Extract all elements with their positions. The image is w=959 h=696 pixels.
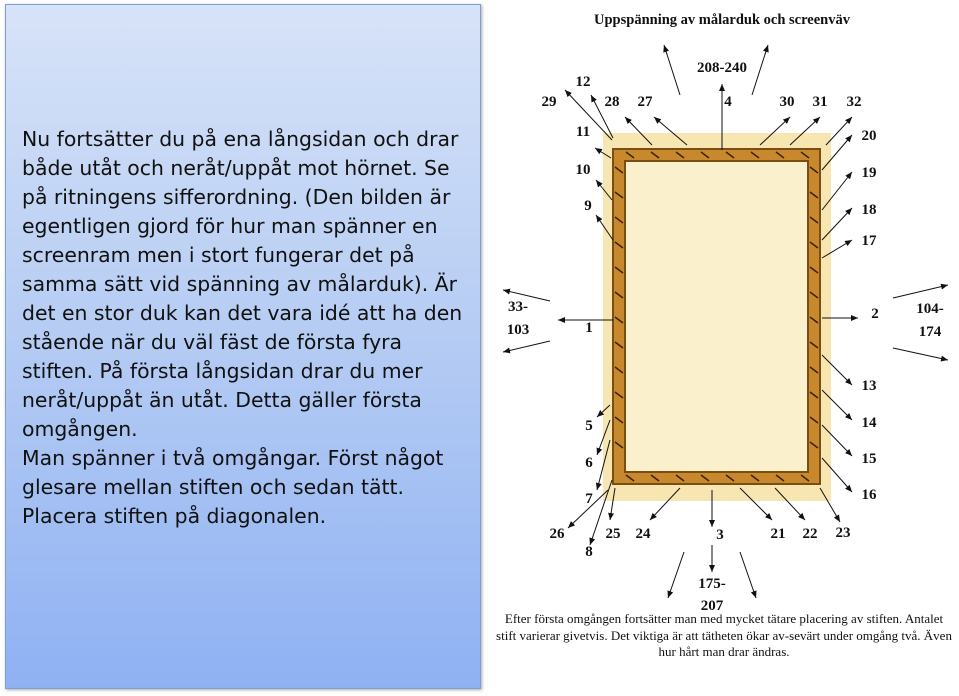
label-24: 24 xyxy=(635,526,651,542)
pull-arrow xyxy=(740,552,756,598)
label-21: 21 xyxy=(770,526,786,542)
label-27: 27 xyxy=(637,94,653,110)
label-3: 3 xyxy=(716,527,724,543)
pull-arrow xyxy=(893,348,948,360)
label-right-range-2: 174 xyxy=(918,324,942,340)
label-10: 10 xyxy=(575,162,591,178)
label-26: 26 xyxy=(549,526,565,542)
label-32: 32 xyxy=(846,94,862,110)
label-17: 17 xyxy=(861,233,877,249)
pull-arrow xyxy=(664,45,680,95)
label-right-range-1: 104- xyxy=(916,301,944,317)
label-2: 2 xyxy=(871,306,879,322)
instruction-text: Nu fortsätter du på ena långsidan och drar både utåt och neråt/uppåt mot hörnet. Se på ritningens sifferordning. (Den bilden är egentligen gjord för hur man spänner en screenram men i stort fungerar det på samma sätt vid spänning av målarduk). Är det en stor duk kan det vara idé att ha den stående när du väl fäst de första fyra stiften. På första långsidan drar du mer neråt/uppåt än utåt. Detta gäller första omgången. Man spänner i två omgångar. Först något glesare mellan stiften och sedan tätt. Placera stiften på diagonalen. xyxy=(22,127,463,528)
pull-arrow xyxy=(893,285,948,298)
diagram-title: Uppspänning av målarduk och screenväv xyxy=(594,12,850,28)
label-30: 30 xyxy=(779,94,795,110)
label-20: 20 xyxy=(861,128,877,144)
label-28: 28 xyxy=(604,94,620,110)
pull-arrow xyxy=(752,45,768,95)
diagram-caption: Efter första omgången fortsätter man med mycket tätare placering av stiften. Antalet stift varierar givetvis. Det viktiga är att tätheten ökar av-sevärt under omgång två. Även hur hårt man drar ändras. xyxy=(496,611,952,659)
label-9: 9 xyxy=(584,198,592,214)
frame-inner-area xyxy=(625,161,808,472)
label-bottom-range-1: 175- xyxy=(698,576,726,592)
label-15: 15 xyxy=(861,451,877,467)
label-1: 1 xyxy=(585,320,593,336)
label-29: 29 xyxy=(541,94,557,110)
label-8: 8 xyxy=(585,544,593,560)
label-18: 18 xyxy=(861,202,877,218)
label-5: 5 xyxy=(585,418,593,434)
label-25: 25 xyxy=(605,526,621,542)
pull-arrow xyxy=(503,341,550,352)
label-bottom-range-2: 207 xyxy=(700,598,724,614)
pull-arrow xyxy=(826,117,852,145)
label-19: 19 xyxy=(861,165,877,181)
label-13: 13 xyxy=(861,378,877,394)
label-22: 22 xyxy=(802,526,818,542)
pull-arrow xyxy=(668,552,684,598)
label-6: 6 xyxy=(585,455,593,471)
label-top-range: 208-240 xyxy=(697,60,747,76)
label-11: 11 xyxy=(575,124,591,140)
label-14: 14 xyxy=(861,415,877,431)
label-12: 12 xyxy=(575,74,591,90)
label-left-range-1: 33- xyxy=(508,299,528,315)
label-31: 31 xyxy=(812,94,828,110)
label-7: 7 xyxy=(585,491,593,507)
label-23: 23 xyxy=(835,525,851,541)
label-16: 16 xyxy=(861,487,877,503)
label-left-range-2: 103 xyxy=(506,322,530,338)
label-4: 4 xyxy=(724,94,732,110)
